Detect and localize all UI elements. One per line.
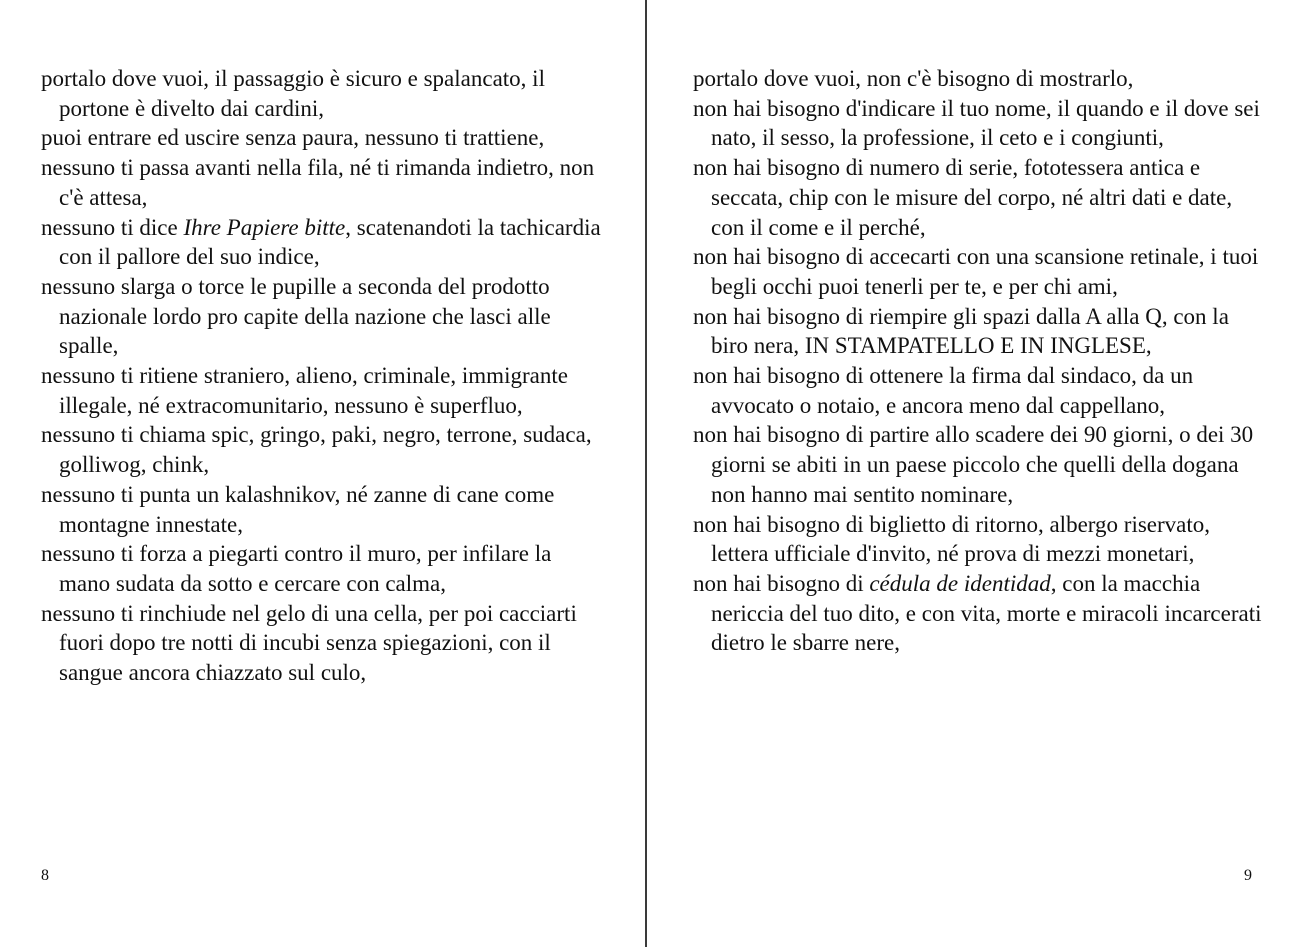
- verse-line: nessuno ti ritiene straniero, alieno, criminale, immigrante illegale, né extracomunitario, nessuno è superfluo,: [41, 363, 568, 418]
- italic-phrase: Ihre Papiere bitte: [183, 214, 346, 240]
- verse-line: nessuno ti dice Ihre Papiere bitte, scatenandoti la tachicardia con il pallore del suo indice,: [41, 214, 601, 270]
- poem-verses: [41, 64, 601, 688]
- verse-line: nessuno ti passa avanti nella fila, né ti rimanda indietro, non c'è attesa,: [41, 155, 595, 210]
- book-gutter-divider: [645, 0, 647, 947]
- verse-line: non hai bisogno di numero di serie, fototessera antica e seccata, chip con le misure del corpo, né altri dati e date, con il come e il perché,: [693, 155, 1233, 240]
- page-number-left: 8: [41, 867, 49, 884]
- verse-line: puoi entrare ed uscire senza paura, nessuno ti trattiene,: [41, 125, 545, 151]
- verse-line: portalo dove vuoi, il passaggio è sicuro e spalancato, il portone è divelto dai cardini,: [41, 66, 545, 121]
- verse-line: nessuno slarga o torce le pupille a seconda del prodotto nazionale lordo pro capite della nazione che lasci alle spalle,: [41, 273, 551, 359]
- verse-line: nessuno ti punta un kalashnikov, né zanne di cane come montagne innestate,: [41, 481, 555, 537]
- verse-line: non hai bisogno di biglietto di ritorno, albergo riservato, lettera ufficiale d'invito, né prova di mezzi monetari,: [693, 511, 1210, 567]
- verse-line: portalo dove vuoi, non c'è bisogno di mostrarlo,: [693, 66, 1134, 91]
- italic-phrase: cédula de identidad: [869, 570, 1051, 596]
- verse-line: non hai bisogno di ottenere la firma dal sindaco, da un avvocato o notaio, e ancora meno dal cappellano,: [693, 363, 1194, 418]
- right-page: [648, 0, 1291, 947]
- verse-line: nessuno ti forza a piegarti contro il muro, per infilare la mano sudata da sotto e cercare con calma,: [41, 541, 552, 596]
- verse-line: nessuno ti rinchiude nel gelo di una cella, per poi cacciarti fuori dopo tre notti di incubi senza spiegazioni, con il sangue ancora chiazzato sul culo,: [41, 600, 577, 686]
- verse-line: non hai bisogno di cédula de identidad, con la macchia nericcia del tuo dito, e con vita, morte e miracoli incarcerati dietro le sbarre nere,: [693, 570, 1262, 656]
- page-number-right: 9: [1244, 867, 1252, 884]
- verse-line: nessuno ti chiama spic, gringo, paki, negro, terrone, sudaca, golliwog, chink,: [41, 422, 592, 478]
- verse-line: non hai bisogno di partire allo scadere dei 90 giorni, o dei 30 giorni se abiti in un paese piccolo che quelli della dogana non hanno mai sentito nominare,: [693, 422, 1254, 507]
- poem-verses: [693, 64, 1263, 658]
- verse-line: non hai bisogno di accecarti con una scansione retinale, i tuoi begli occhi puoi tenerli per te, e per chi ami,: [693, 244, 1259, 299]
- verse-line: non hai bisogno d'indicare il tuo nome, il quando e il dove sei nato, il sesso, la professione, il ceto e i congiunti,: [693, 95, 1260, 151]
- verse-line: non hai bisogno di riempire gli spazi dalla A alla Q, con la biro nera, IN STAMPATELLO E IN INGLESE,: [693, 303, 1229, 359]
